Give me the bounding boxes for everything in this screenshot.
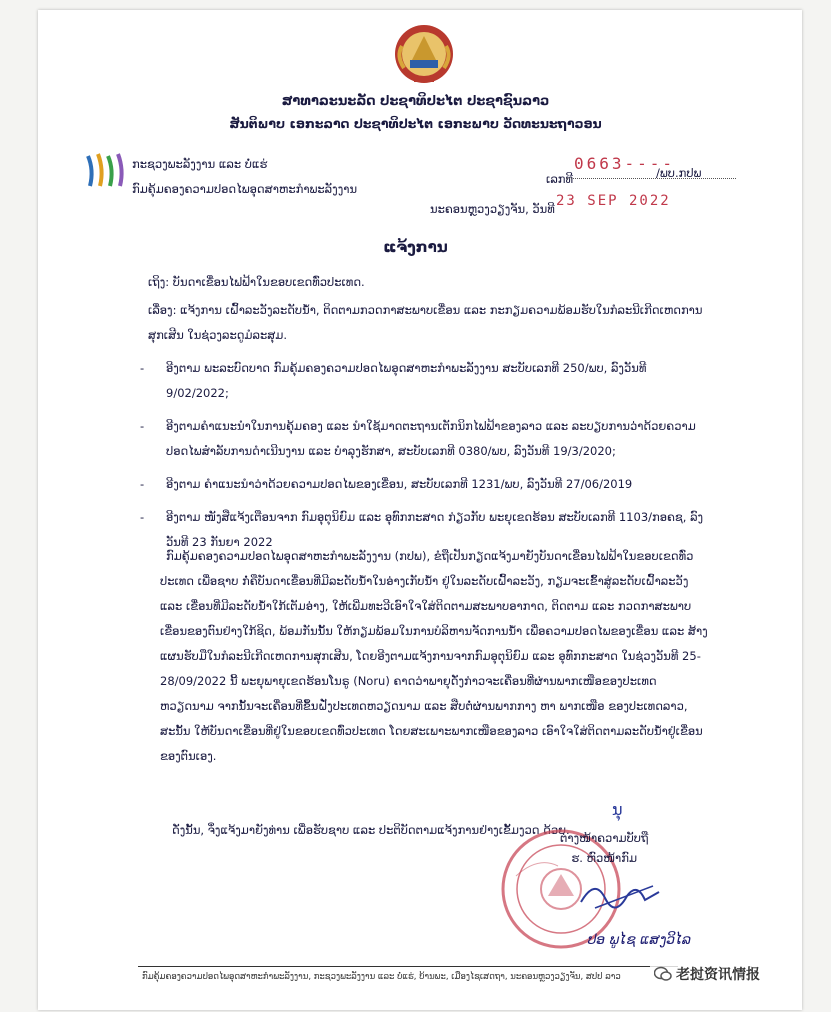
- reference-item: - ອີງຕາມ ພະລະບົດບາດ ກົມຄຸ້ມຄອງຄວາມປອດໄພອຸດສາຫະກຳພະລັງງານ ສະບັບເລກທີ 250/ພບ, ລົງວັນທີ 9/02/2022;: [140, 356, 710, 406]
- country-motto: ສັນຕິພາບ ເອກະລາດ ປະຊາທິປະໄຕ ເອກະພາບ ວັດທະນະຖາວອນ: [229, 116, 602, 131]
- department-name: ກົມຄຸ້ມຄອງຄວາມປອດໄພອຸດສາຫະກຳພະລັງງານ: [132, 182, 358, 196]
- wechat-watermark: [650, 962, 764, 986]
- recipient-line: ເຖິງ: ບັນດາເຂື່ອນໄຟຟ້າໃນຂອບເຂດທົ່ວປະເທດ.: [148, 275, 365, 289]
- handwritten-signature-icon: [575, 868, 665, 918]
- place-date-label: ນະຄອນຫຼວງວຽງຈັນ, ວັນທີ: [430, 202, 555, 216]
- signature-block: [560, 828, 648, 868]
- handwritten-mark: ນຸ: [612, 800, 623, 819]
- date-stamp: 23 SEP 2022: [556, 193, 671, 209]
- signatory-name: ປອ ພູໄຊ ແສງວິໄລ: [588, 932, 692, 948]
- ministry-logo-icon: [84, 150, 128, 190]
- signature-role: ຮ. ຫົວໜ້າກົມ: [571, 851, 638, 865]
- reference-list: [140, 356, 710, 563]
- reference-label: ເລກທີ: [546, 172, 574, 186]
- reference-number-block: [546, 154, 702, 186]
- subject-line: ເລື່ອງ: ແຈ້ງການ ເຝົ້າລະວັງລະດັບນ້ຳ, ຕິດຕາມກວດກາສະພາບເຂື່ອນ ແລະ ກະກຽມຄວາມພ້ອມຮັບໃນກໍລະນີເກີດເຫດການສຸກເສີນ ໃນຊ່ວງລະດູມໍລະສຸມ.: [148, 303, 703, 342]
- reference-dotted-line: [566, 178, 736, 179]
- wechat-icon: [654, 966, 672, 982]
- signature-title: ຕ່າງໜ້າຄວາມບັບຖື: [560, 831, 649, 845]
- national-emblem-icon: [390, 22, 458, 86]
- footer-divider: [138, 966, 678, 967]
- country-header: ສາທາລະນະລັດ ປະຊາທິປະໄຕ ປະຊາຊົນລາວ: [281, 94, 550, 109]
- body-paragraph: ກົມຄຸ້ມຄອງຄວາມປອດໄພອຸດສາຫະກຳພະລັງງານ (ກປພ), ຂໍຖືເປັນກຽດແຈ້ງມາຍັງບັນດາເຂື່ອນໄຟຟ້າໃນຂອບເຂດທົ່ວປະເທດ ເພື່ອຊາບ ກໍ່ຄືບັນດາເຂື່ອນທີ່ມີລະດັບນ້ຳໃນອ່າງເກັບນ້ຳ ຢູ່ໃນລະດັບເຝົ້າລະວັງ, ກຽມຈະເຂົ້າສູ່ລະດັບເຝົ້າລະວັງ ແລະ ເຂື່ອນທີ່ມີລະດັບນ້ຳໃກ້ເຕັມອ່າງ, ໃຫ້ເພີ່ມທະວີເອົາໃຈໃສ່ຕິດຕາມສະພາບອາກາດ, ຕິດຕາມ ແລະ ກວດກາສະພາບເຂື່ອນຂອງຕົນຢ່າງໃກ້ຊິດ, ພ້ອມກັນນັ້ນ ໃຫ້ກຽມພ້ອມໃນການບໍລິຫານຈັດການນ້ຳ ເພື່ອຄວາມປອດໄພຂອງເຂື່ອນ ແລະ ສ້າງແຜນຮັບມືໃນກໍລະນີເກີດເຫດການສຸກເສີນ, ໂດຍອີງຕາມແຈ້ງການຈາກກົມອຸຕຸນິຍົມ ແລະ ອຸທົກກະສາດ ໃນຊ່ວງວັນທີ 25-28/09/2022 ນີ້ ພະຍຸພາຍຸເຂດຮ້ອນໂນຣູ (Noru) ຄາດວ່າພາຍຸດັ່ງກ່າວຈະເຄື່ອນທີ່ຜ່ານພາກເໜືອຂອງປະເທດຫວຽດນາມ ຈາກນັ້ນຈະເຄື່ອນທີ່ຂຶ້ນຝັ່ງປະເທດຫວຽດນາມ ແລະ ສືບຕໍ່ຜ່ານພາກກາງ ຫາ ພາກເໜືອ ຂອງປະເທດລາວ, ສະນັ້ນ ໃຫ້ບັນດາເຂື່ອນທີ່ຢູ່ໃນຂອບເຂດທົ່ວປະເທດ ໂດຍສະເພາະພາກເໜືອຂອງລາວ ເອົາໃຈໃສ່ຕິດຕາມລະດັບນ້ຳຢູ່ເຂື່ອນຂອງຕົນເອງ.: [160, 549, 708, 763]
- reference-suffix: /ພບ.ກປພ: [656, 166, 702, 180]
- ministry-name: ກະຊວງພະລັງງານ ແລະ ບໍ່ແຮ່: [132, 157, 268, 171]
- reference-number: 0663----: [574, 154, 676, 173]
- reference-item: - ອີງຕາມ ໜັງສືແຈ້ງເຕືອນຈາກ ກົມອຸຕຸນິຍົມ ແລະ ອຸທົກກະສາດ ກ່ຽວກັບ ພະຍຸເຂດຮ້ອນ ສະບັບເລກທີ 1103/ກອຄຊ, ລົງວັນທີ 23 ກັນຍາ 2022: [140, 505, 710, 555]
- watermark-text: 老挝资讯情报: [676, 967, 760, 983]
- reference-item: - ອີງຕາມ ຄຳແນະນຳວ່າດ້ວຍຄວາມປອດໄພຂອງເຂື່ອນ, ສະບັບເລກທີ 1231/ພບ, ລົງວັນທີ 27/06/2019: [140, 472, 710, 497]
- document-title: ແຈ້ງການ: [383, 238, 448, 256]
- reference-item: - ອີງຕາມຄຳແນະນຳໃນການຄຸ້ມຄອງ ແລະ ນຳໃຊ້ມາດຕະຖານເຕັກນິກໄຟຟ້າຂອງລາວ ແລະ ລະບຽບການວ່າດ້ວຍຄວາມປອດໄພສຳລັບການດຳເນີນງານ ແລະ ບຳລຸງຮັກສາ, ສະບັບເລກທີ 0380/ພບ, ລົງວັນທີ 19/3/2020;: [140, 414, 710, 464]
- closing-line: ດັ່ງນັ້ນ, ຈຶ່ງແຈ້ງມາຍັງທ່ານ ເພື່ອຮັບຊາບ ແລະ ປະຕິບັດຕາມແຈ້ງການຢ່າງເຂັ້ມງວດ ດ້ວຍ.: [172, 823, 570, 837]
- footer-address: ກົມຄຸ້ມຄອງຄວາມປອດໄພອຸດສາຫະກຳພະລັງງານ, ກະຊວງພະລັງງານ ແລະ ບໍ່ແຮ່, ບ້ານພະ, ເມືອງໄຊເສດຖາ, ນະຄອນຫຼວງວຽງຈັນ, ສປປ ລາວ: [142, 972, 621, 982]
- ministry-block: [132, 152, 357, 202]
